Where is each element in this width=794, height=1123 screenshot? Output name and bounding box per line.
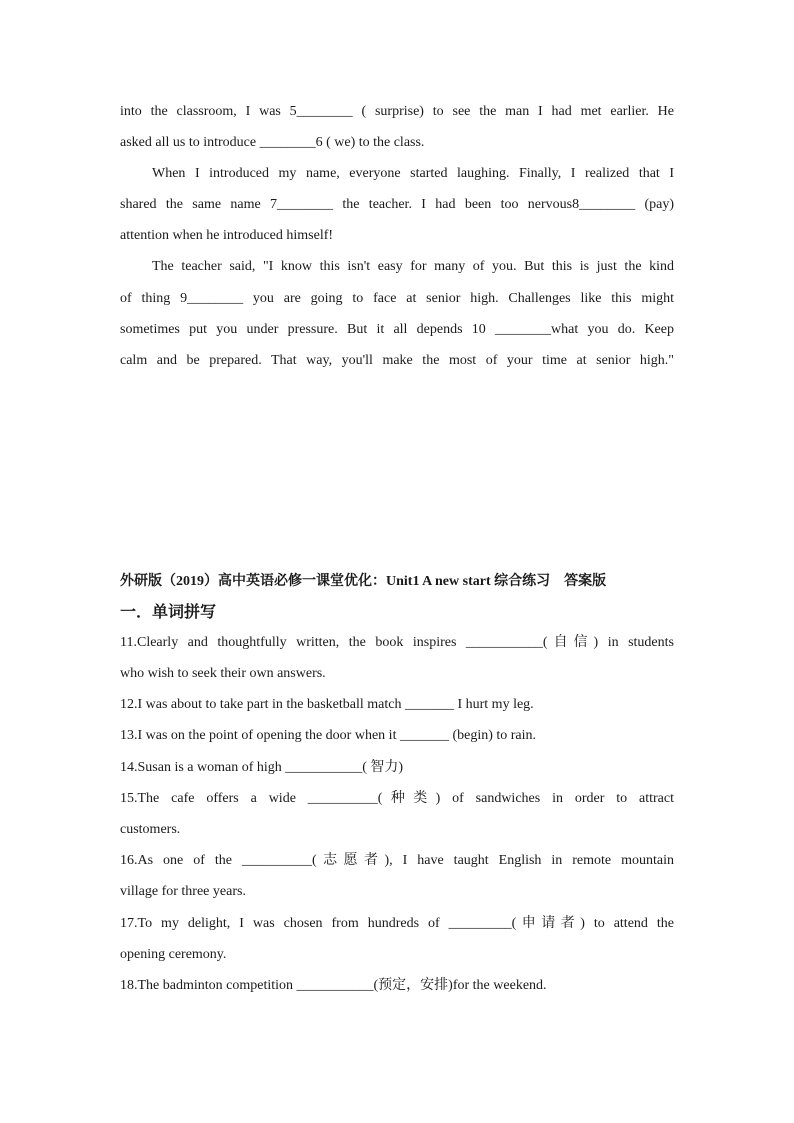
passage-line: shared the same name 7________ the teacher. I had been too nervous8________ (pay) bbox=[120, 197, 674, 212]
exercise-line: 17.To my delight, I was chosen from hundreds of _________(申请者) to attend the bbox=[120, 916, 674, 931]
exercise-line: opening ceremony. bbox=[120, 947, 227, 962]
passage-line: The teacher said, "I know this isn't easy for many of you. But this is just the kind bbox=[152, 259, 674, 274]
exercise-line: 12.I was about to take part in the basketball match _______ I hurt my leg. bbox=[120, 697, 534, 712]
passage-line: into the classroom, I was 5________ ( surprise) to see the man I had met earlier. He bbox=[120, 104, 674, 119]
exercise-line: 16.As one of the __________(志愿者), I have taught English in remote mountain bbox=[120, 853, 674, 868]
exercise-line: 18.The badminton competition ___________(预定，安排)for the weekend. bbox=[120, 978, 547, 993]
exercise-line: who wish to seek their own answers. bbox=[120, 666, 326, 681]
passage-line: When I introduced my name, everyone started laughing. Finally, I realized that I bbox=[152, 166, 674, 181]
passage-line: sometimes put you under pressure. But it all depends 10 ________what you do. Keep bbox=[120, 322, 674, 337]
passage-line: calm and be prepared. That way, you'll make the most of your time at senior high." bbox=[120, 353, 674, 368]
exercise-line: 13.I was on the point of opening the door when it _______ (begin) to rain. bbox=[120, 728, 537, 743]
section-heading: 一．单词拼写 bbox=[120, 604, 217, 621]
exercise-line: 15.The cafe offers a wide __________(种类) of sandwiches in order to attract bbox=[120, 791, 674, 806]
exercise-line: 14.Susan is a woman of high ___________( 智力) bbox=[120, 760, 404, 775]
document-title: 外研版（2019）高中英语必修一课堂优化：Unit1 A new start 综合练习 答案版 bbox=[120, 574, 607, 589]
exercise-line: 11.Clearly and thoughtfully written, the book inspires ___________(自信) in students bbox=[120, 635, 674, 650]
exercise-line: village for three years. bbox=[120, 884, 246, 899]
exercise-line: customers. bbox=[120, 822, 181, 837]
passage-line: of thing 9________ you are going to face at senior high. Challenges like this might bbox=[120, 291, 674, 306]
passage-line: asked all us to introduce ________6 ( we) to the class. bbox=[120, 135, 425, 150]
passage-line: attention when he introduced himself! bbox=[120, 228, 334, 243]
